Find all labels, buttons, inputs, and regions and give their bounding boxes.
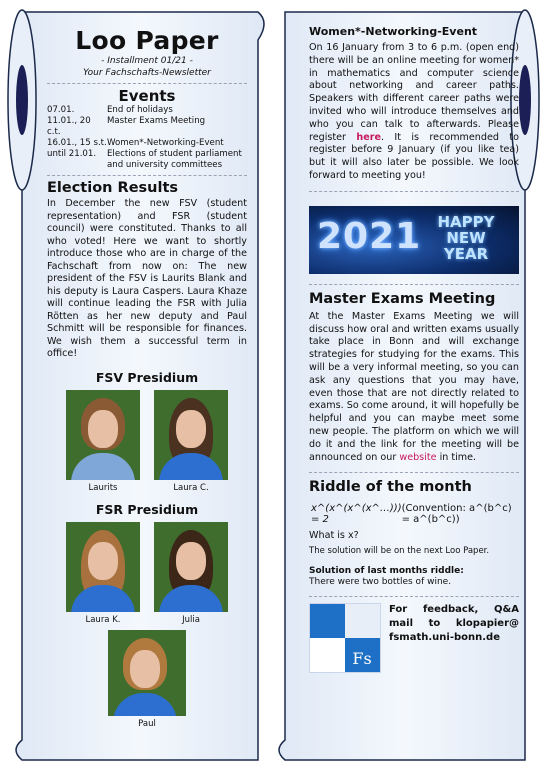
events-heading: Events (118, 87, 176, 105)
feedback-text: For feedback, Q&A mail to klopapier@ fsmath.uni-bonn.de (389, 604, 519, 644)
fsr-photos-2 (47, 630, 247, 729)
person-name: Paul (138, 718, 156, 729)
events-list (47, 105, 247, 171)
divider (47, 175, 247, 176)
riddle-heading: Riddle of the month (309, 479, 472, 496)
event-date: until 21.01. (47, 149, 97, 159)
event-item (47, 105, 247, 116)
master-meeting-body (309, 311, 519, 465)
person-card (66, 390, 140, 493)
event-text: End of holidays (107, 105, 173, 115)
person-photo (66, 390, 140, 480)
register-link[interactable]: here (356, 131, 381, 143)
event-date: 16.01., 15 s.t. (47, 138, 107, 148)
person-card (154, 390, 228, 493)
divider (309, 472, 519, 473)
feedback-section (309, 603, 519, 673)
riddle-question: What is x? (309, 530, 359, 542)
event-item (47, 138, 247, 149)
divider (309, 284, 519, 285)
women-event-heading: Women*-Networking-Event (309, 25, 478, 38)
person-card (66, 522, 140, 625)
person-photo (66, 522, 140, 612)
person-photo (154, 522, 228, 612)
riddle-math (309, 503, 519, 525)
fsv-heading: FSV Presidium (95, 369, 199, 385)
person-name: Julia (182, 614, 200, 625)
last-riddle-heading: Solution of last months riddle: (309, 566, 464, 577)
last-riddle-answer: There were two bottles of wine. (309, 577, 452, 588)
installment-label: - Installment 01/21 - (101, 56, 193, 66)
divider (309, 596, 519, 597)
person-name: Laura K. (85, 614, 121, 625)
banner-greeting: HAPPY NEW YEAR (437, 212, 495, 263)
divider (47, 83, 247, 84)
master-meeting-heading: Master Exams Meeting (309, 290, 496, 307)
person-photo (108, 630, 186, 716)
election-heading: Election Results (47, 180, 179, 196)
riddle-equation: x^(x^(x^(x^…))) = 2 (311, 503, 402, 526)
person-name: Laurits (88, 482, 118, 493)
newsletter-tagline: Your Fachschafts-Newsletter (83, 68, 211, 78)
event-text: Elections of student parliament and university committees (107, 149, 242, 170)
website-link[interactable]: website (399, 451, 437, 463)
women-event-text-end: . It is recommended to register before 9 January (if you like tea) but it will also later be possible. We look forward to meeting you! (309, 131, 519, 181)
master-meeting-text-end: in time. (436, 451, 477, 463)
fsr-heading: FSR Presidium (95, 501, 199, 517)
event-date: 11.01., 20 c.t. (47, 116, 91, 137)
event-date: 07.01. (47, 105, 75, 115)
newsletter-title: Loo Paper (75, 26, 219, 55)
fsv-photos (47, 390, 247, 493)
person-name: Laura C. (173, 482, 209, 493)
event-item (47, 116, 247, 138)
left-column (47, 20, 247, 729)
event-text: Women*-Networking-Event (107, 138, 224, 148)
fsr-photos (47, 522, 247, 625)
new-year-banner (309, 206, 519, 274)
divider (309, 191, 519, 192)
banner-year: 2021 (317, 215, 422, 257)
riddle-note: The solution will be on the next Loo Paper. (309, 546, 490, 557)
master-meeting-text: At the Master Exams Meeting we will discuss how oral and written exams usually take place in Bonn and will exchange strategies for studying for the exams. This will be a very informal meeting, so you can ask any questions that you may have, even those that are not directly related to exams. So come around, it will hopefully be helpful and you can maybe meet some new people. The platform on which we will do it and the link for the meeting will be announced on our (309, 310, 519, 463)
event-item (47, 149, 247, 171)
logo-text: Fs (352, 649, 372, 669)
fachschaft-logo (309, 603, 381, 673)
person-photo (154, 390, 228, 480)
riddle-convention: (Convention: a^(b^c) = a^(b^c)) (401, 503, 512, 526)
election-body: In December the new FSV (student representation) and FSR (student council) were constituted. Thanks to all who voted! Here we want to shortly introduce those who are in charge of the Fachschaft from now on: The new president of the FSV is Laurits Blank and his deputy is Laura Caspers. Laura Khaze will continue leading the FSR with Julia Rötten as her new deputy and Paul Schmitt will be responsible for finances. We wish them a successful term in office! (47, 198, 247, 359)
women-event-body (309, 42, 519, 183)
event-text: Master Exams Meeting (107, 116, 206, 126)
women-event-text: On 16 January from 3 to 6 p.m. (open end) there will be an online meeting for women* in mathematics and computer science about networking and career paths. Speakers with different career paths were invited who will introduce themselves and who you can talk to afterwards. Please register (309, 42, 519, 143)
right-column (309, 20, 519, 673)
person-card (108, 630, 186, 729)
person-card (154, 522, 228, 625)
